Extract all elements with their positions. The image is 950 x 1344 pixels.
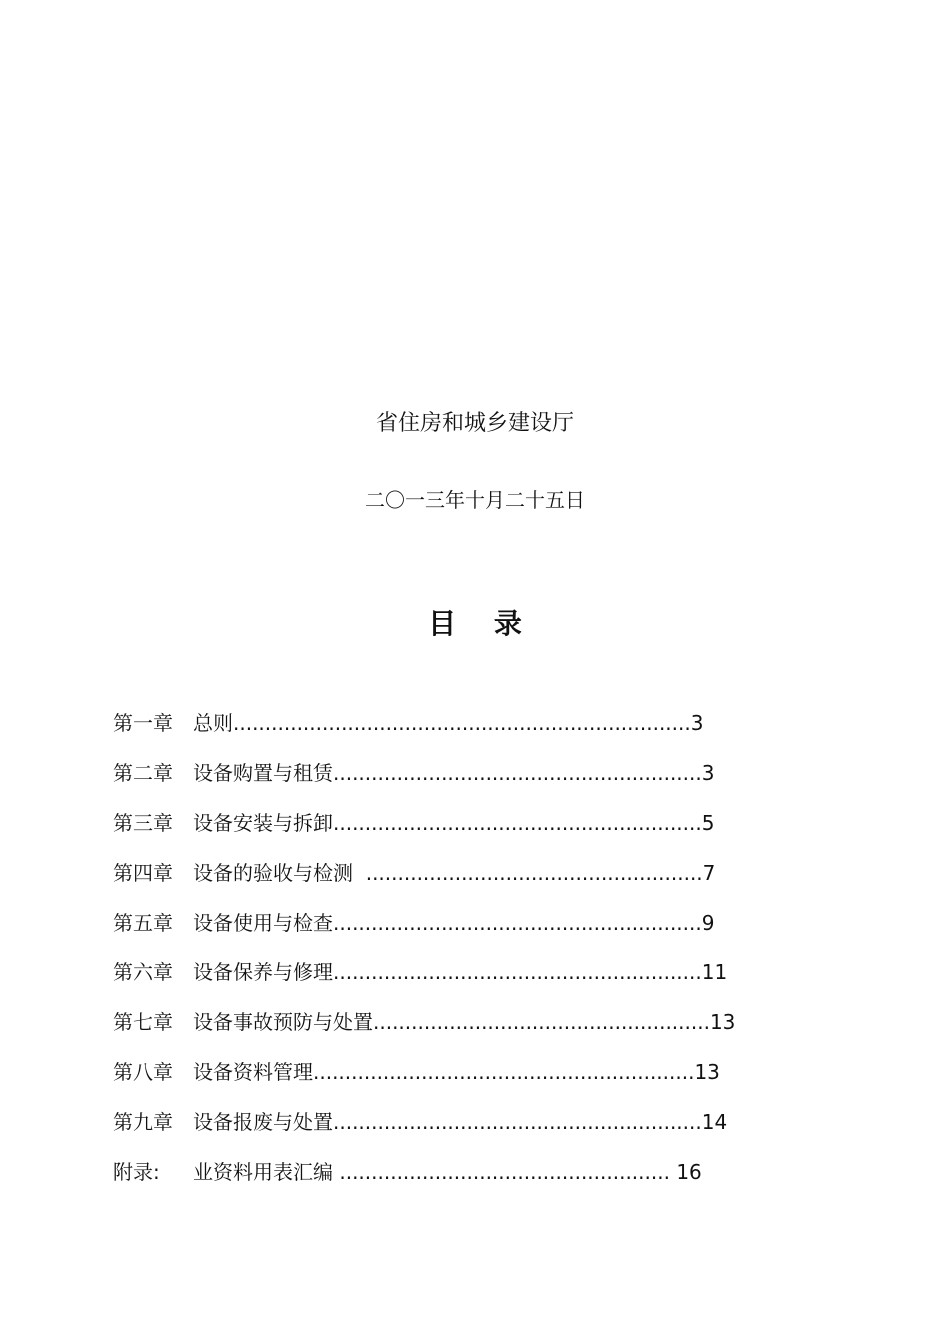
toc-leader: .....................................................: [373, 1010, 710, 1035]
toc-entry-title: 设备保养与修理: [193, 960, 333, 985]
toc-page-number: 11: [701, 960, 728, 985]
toc-entry-title: 设备购置与租赁: [193, 760, 333, 785]
toc-page-number: 3: [690, 711, 704, 735]
toc-entry[interactable]: [113, 806, 735, 856]
toc-page-number: 14: [701, 1110, 728, 1135]
toc-leader: ............................................................: [313, 1060, 695, 1085]
toc-chapter: 第一章: [113, 711, 173, 735]
toc-page-number: 9: [701, 910, 715, 935]
toc-leader: ..........................................................: [333, 960, 702, 985]
toc-entry[interactable]: [113, 1005, 735, 1055]
toc-entry-title: 设备事故预防与处置: [193, 1010, 373, 1035]
toc-entry[interactable]: [113, 1155, 735, 1205]
toc-leader: ........................................................................: [233, 711, 691, 735]
toc-chapter: 第三章: [113, 810, 173, 835]
toc-page-number: 13: [694, 1060, 720, 1085]
toc-entry-title: 设备报废与处置: [193, 1110, 333, 1135]
toc-chapter: 附录:: [113, 1160, 160, 1185]
toc-chapter: 第八章: [113, 1060, 173, 1085]
toc-chapter: 第二章: [113, 760, 173, 785]
toc-entry-title: 业资料用表汇编: [193, 1160, 333, 1185]
toc-leader: ..........................................................: [333, 910, 702, 935]
toc-chapter: 第四章: [113, 860, 173, 885]
toc-chapter: 第五章: [113, 910, 173, 935]
toc-page-number: 7: [702, 860, 716, 885]
toc-entry-title: 总则: [193, 711, 233, 735]
toc-entry[interactable]: [113, 856, 735, 906]
issue-date: 二〇一三年十月二十五日: [365, 488, 585, 512]
toc-chapter: 第七章: [113, 1010, 173, 1035]
toc-leader: ..........................................................: [333, 810, 702, 835]
toc-entry[interactable]: [113, 756, 735, 806]
toc-entry[interactable]: [113, 906, 735, 956]
toc-page-number: 5: [701, 810, 715, 835]
toc-title: 目 录: [428, 607, 536, 640]
toc-entry[interactable]: [113, 1055, 735, 1105]
toc-leader: ..........................................................: [333, 760, 702, 785]
toc-page-number: 16: [676, 1160, 702, 1185]
toc-entry-title: 设备的验收与检测: [193, 860, 353, 885]
toc-entry[interactable]: [113, 706, 735, 756]
toc-entry-title: 设备安装与拆卸: [193, 810, 333, 835]
toc-entry-title: 设备资料管理: [193, 1060, 313, 1085]
toc-entry[interactable]: [113, 1105, 735, 1155]
toc-chapter: 第九章: [113, 1110, 173, 1135]
issuer-name: 省住房和城乡建设厅: [375, 411, 574, 436]
toc-entry-title: 设备使用与检查: [193, 910, 333, 935]
toc-entry[interactable]: [113, 955, 735, 1005]
table-of-contents: [113, 706, 735, 1205]
toc-page-number: 3: [701, 760, 715, 785]
toc-leader: .....................................................: [353, 860, 703, 885]
toc-leader: ..........................................................: [333, 1110, 702, 1135]
toc-chapter: 第六章: [113, 960, 173, 985]
toc-page-number: 13: [709, 1010, 736, 1035]
toc-leader: ....................................................: [333, 1160, 677, 1185]
